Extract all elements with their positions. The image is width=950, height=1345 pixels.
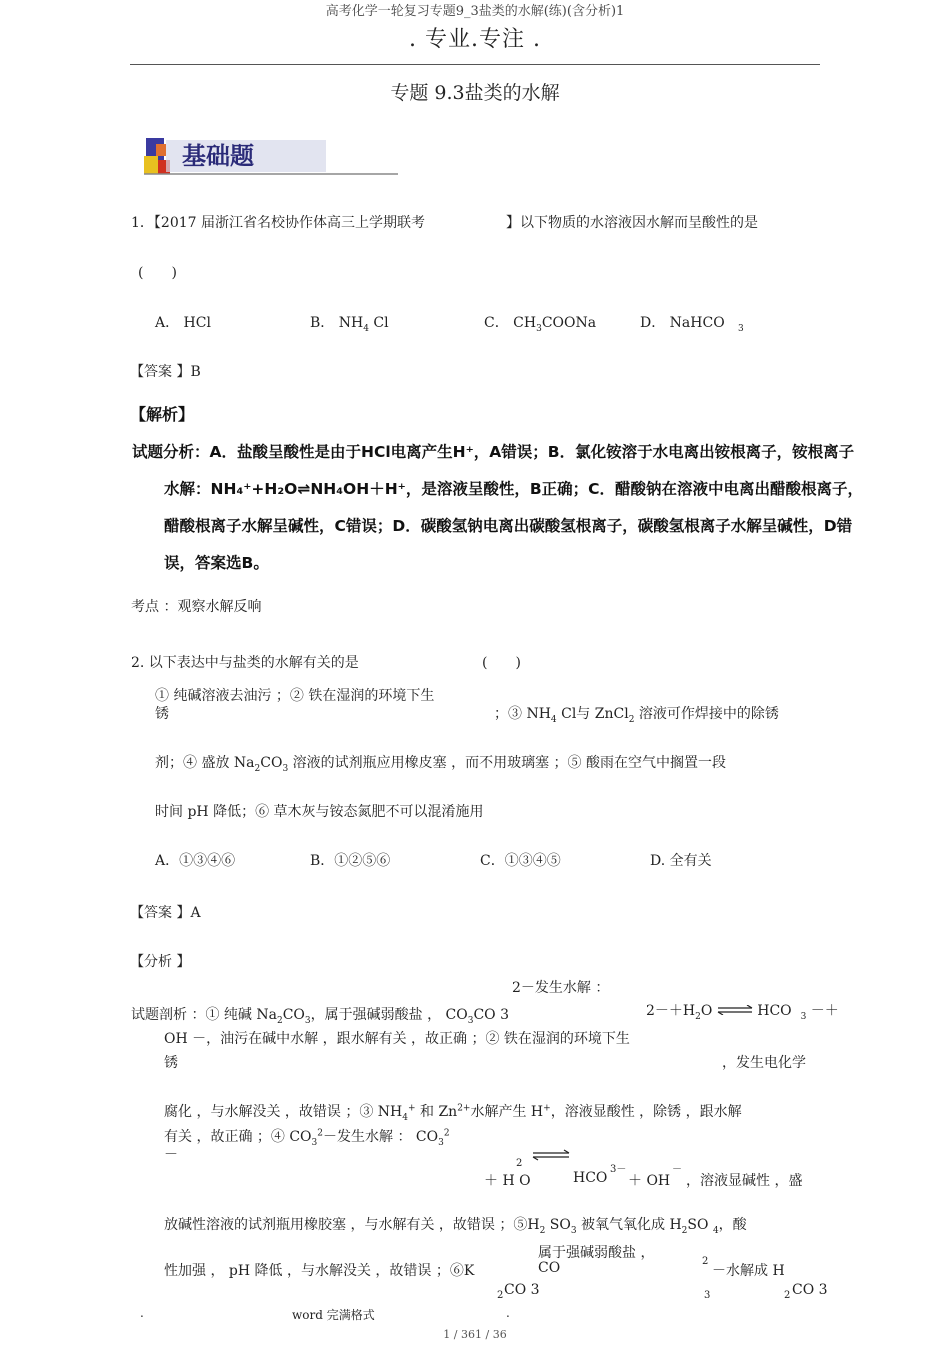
q2-statement-line-2a: 锈 <box>155 706 169 722</box>
q2-line-9-co3: CO 3 <box>504 1282 540 1298</box>
q1-analysis-title: 【解析】 <box>130 405 195 424</box>
header-divider <box>130 64 820 65</box>
footer-dot-left: . <box>140 1306 144 1320</box>
q1-option-b: B． $NH_4$ Cl <box>310 315 389 334</box>
section-title: 专题 9.3盐类的水解 <box>390 82 560 104</box>
q2-analysis-line-3: 锈 <box>164 1055 178 1071</box>
q1-answer: 【答案 】B <box>130 364 201 380</box>
q1-analysis-line-2: 水解：NH₄⁺+H₂O⇌NH₄OH＋H⁺，是溶液呈酸性，B正确；C．醋酸钠在溶液中电离出醋酸根离子， <box>164 480 864 498</box>
q1-paren: ( ) <box>138 265 177 281</box>
q2-analysis-line-7: 放碱性溶液的试剂瓶用橡胶塞 ，与水解有关 ，故错误 ；$⑤H_2$ $SO_3$ 被氧气氧化成 $H_2SO$ $_4$，酸 <box>164 1217 747 1236</box>
q2-line-9-sub-3: 3 <box>704 1290 711 1301</box>
basic-questions-banner <box>136 130 406 182</box>
footer-word-label: word 完满格式 <box>292 1308 375 1322</box>
q1-stem: 1．【2017 届浙江省名校协作体高三上学期联考 <box>131 215 425 231</box>
q2-line-8-right: －水解成 H <box>712 1263 785 1279</box>
q1-kaodian: 考点 ：观察水解反响 <box>131 599 262 615</box>
q2-option-c: C．①③④⑤ <box>480 853 561 869</box>
q2-eq2-charge: 3－ <box>610 1164 627 1175</box>
q2-analysis-line-2: OH －，油污在碱中水解 ，跟水解有关 ，故正确 ；② 铁在湿润的环境下生 <box>164 1031 630 1047</box>
q1-option-d: D． NaHCO $_3$ <box>640 315 744 334</box>
q2-equation-2: ＋ H O <box>484 1173 531 1189</box>
q2-eq2-tail: ，溶液显碱性 ，盛 <box>686 1173 803 1189</box>
q2-statement-line-1: ① 纯碱溶液去油污 ；② 铁在湿润的环境下生 <box>155 688 435 704</box>
q2-equation-1: $2-+H_2O$ HCO $_3$ －＋ <box>646 1003 839 1022</box>
q2-line-9-sub-2b: 2 <box>784 1290 791 1301</box>
q2-analysis-line-8: 性加强 ， pH 降低 ，与水解没关 ，故错误 ；⑥K <box>164 1263 475 1279</box>
q2-stem: 2. 以下表达中与盐类的水解有关的是 <box>131 655 359 671</box>
q2-option-a: A．①③④⑥ <box>155 853 236 869</box>
footer-dot-right: . <box>506 1306 510 1320</box>
q1-analysis-line-1: 试题分析：A．盐酸呈酸性是由于HCl电离产生H⁺，A错误；B．氯化铵溶于水电离出铵根离子，铵根离子 <box>132 443 855 461</box>
q1-option-c: C． $CH_3COONa$ <box>484 315 597 334</box>
banner-graphic <box>136 130 406 182</box>
q2-analysis-line-4: 腐化 ，与水解没关 ，故错误 ；③ $NH_4^+$ 和 $Zn^{2+}$水解产生 H+，溶液显酸性 ，除锈 ，跟水解 <box>164 1103 742 1123</box>
q2-line-8-sup: 2 <box>702 1256 709 1267</box>
q2-option-d: D. 全有关 <box>650 853 712 869</box>
q2-line-8-co: CO <box>538 1260 561 1276</box>
q2-line-9-sub-2: 2 <box>497 1290 504 1301</box>
q2-answer: 【答案 】A <box>130 905 201 921</box>
q2-analysis-line-3-right: ，发生电化学 <box>722 1055 806 1071</box>
equilibrium-arrow-icon <box>717 1003 753 1019</box>
document-title: 高考化学一轮复习专题9_3盐类的水解(练)(含分析)1 <box>325 4 625 19</box>
q2-analysis-title: 【分析 】 <box>130 954 191 970</box>
q2-eq2-sub-2: 2 <box>516 1158 523 1169</box>
banner-label: 基础题 <box>182 141 254 170</box>
q1-analysis-line-3: 醋酸根离子水解呈碱性，C错误；D．碳酸氢钠电离出碳酸氢根离子，碳酸氢根离子水解呈碱性，D错 <box>164 517 853 535</box>
q2-option-b: B．①②⑤⑥ <box>310 853 391 869</box>
q1-option-a: A． HCl <box>155 315 211 331</box>
q2-hydrolysis-note: 2－发生水解 ： <box>512 980 610 996</box>
q2-eq2-hco: HCO <box>573 1170 608 1186</box>
q2-paren: ( ) <box>482 655 521 671</box>
equilibrium-arrow-icon <box>532 1149 570 1165</box>
q2-analysis-line-5-dash: － <box>164 1147 178 1163</box>
q2-eq2-minus: － <box>672 1164 682 1175</box>
page-number: 1 / 361 / 36 <box>443 1328 507 1341</box>
q2-statement-line-3: 剂；④ 盛放 $Na_2CO_3$ 溶液的试剂瓶应用橡皮塞 ，而不用玻璃塞 ；⑤ 酸雨在空气中搁置一段 <box>155 755 726 774</box>
q1-analysis-line-4: 误，答案选B。 <box>164 554 269 572</box>
q2-analysis-over-line-8: 属于强碱弱酸盐 ， <box>538 1245 655 1261</box>
q2-statement-line-4: 时间 pH 降低；⑥ 草木灰与铵态氮肥不可以混淆施用 <box>155 804 484 820</box>
q2-eq2-oh: ＋ OH <box>628 1173 671 1189</box>
q2-analysis-line-1: 试题剖析 ：① 纯碱 $Na_2CO_3$，属于强碱弱酸盐 ， $CO_3CO$ 3 <box>131 1007 510 1026</box>
q2-statement-line-2b: ；③ $NH_4$ Cl与 ZnCl$_2$ 溶液可作焊接中的除锈 <box>494 706 779 725</box>
q2-analysis-line-5: 有关 ，故正确 ；④ $CO_3^2-$发生水解 ： $CO_3^2$ <box>164 1128 450 1148</box>
brand-tagline: . 专业.专注 . <box>409 27 541 52</box>
q1-stem-tail: 】以下物质的水溶液因水解而呈酸性的是 <box>506 215 758 231</box>
q2-line-9-co3b: CO 3 <box>792 1282 828 1298</box>
